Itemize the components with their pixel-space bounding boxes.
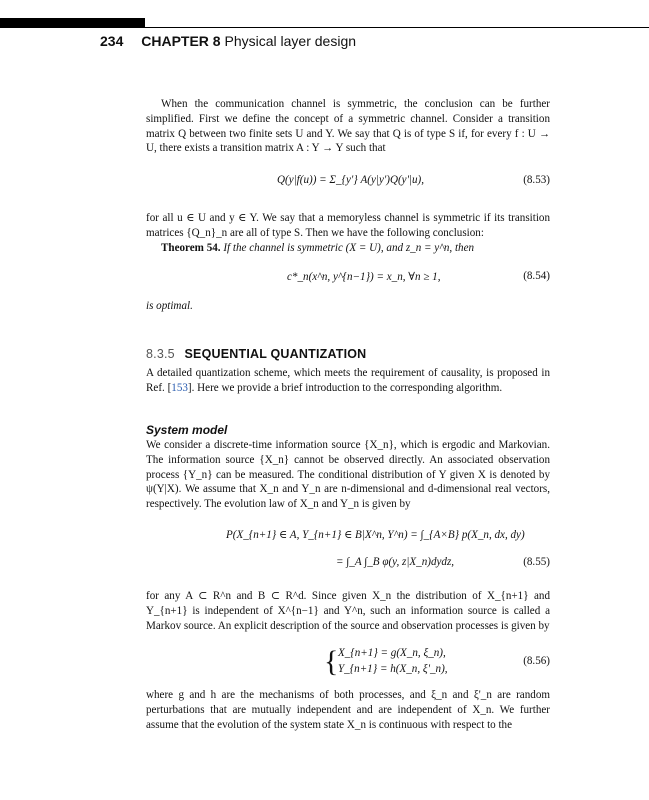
equation-8-55-line-1: P(X_{n+1} ∈ A, Y_{n+1} ∈ B|X^n, Y^n) = ∫_{A×B} p(X_n, dx, dy): [226, 529, 525, 541]
chapter-title: Physical layer design: [224, 33, 357, 49]
page-number: 234: [100, 33, 124, 49]
section-title: SEQUENTIAL QUANTIZATION: [184, 347, 367, 361]
section-heading: [146, 347, 366, 361]
header-bar: [0, 18, 145, 28]
theorem-statement: If the channel is symmetric (X = U), and z_n = y^n, then: [223, 242, 475, 254]
equation-8-56: [146, 647, 550, 681]
equation-8-56-number: (8.56): [523, 655, 550, 667]
theorem-54: [146, 241, 550, 256]
chapter-label: CHAPTER 8: [141, 33, 221, 49]
running-head: [100, 33, 356, 49]
equation-8-54-number: (8.54): [523, 270, 550, 282]
equation-8-55-number: (8.55): [523, 556, 550, 568]
paragraph-symmetric-channel: When the communication channel is symmetric, the conclusion can be further simplified. First we define the concept of a symmetric channel. Consider a transition matrix Q between two finite sets U and Y. We say that Q is of type S if, for every f : U → U, there exists a transition matrix A : Y → Y such that: [146, 98, 550, 155]
equation-8-55-line-2: = ∫_A ∫_B φ(y, z|X_n)dydz,: [336, 556, 455, 568]
equation-8-56-line-2: Y_{n+1} = h(X_n, ξ'_n),: [338, 663, 448, 675]
equation-8-54-expr: c*_n(x^n, y^{n−1}) = x_n, ∀n ≥ 1,: [287, 271, 441, 283]
reference-link[interactable]: 153: [171, 381, 188, 394]
equation-8-53: [146, 174, 550, 190]
paragraph-mechanisms: where g and h are the mechanisms of both processes, and ξ_n and ξ'_n are random perturbations that are mutually independent and are independent of X_n. We further assume that the evolution of the system state X_n is continuous with respect to the: [146, 689, 550, 731]
paragraph-memoryless-channel: for all u ∈ U and y ∈ Y. We say that a memoryless channel is symmetric if its transition matrices {Q_n}_n are all of type S. Then we have the following conclusion:: [146, 212, 550, 239]
paragraph-system-model: We consider a discrete-time information source {X_n}, which is ergodic and Markovian. The information source {X_n} cannot be observed directly. An associated observation process {Y_n} can be measured. The conditional distribution of Y given X is denoted by ψ(Y|X). We assume that X_n and Y_n are n-dimensional and d-dimensional real vectors, respectively. The evolution law of X_n and Y_n is given by: [146, 439, 550, 511]
section-number: 8.3.5: [146, 347, 175, 361]
equation-8-56-line-1: X_{n+1} = g(X_n, ξ_n),: [338, 647, 446, 659]
theorem-label: Theorem 54.: [161, 242, 221, 254]
paragraph-quantization-scheme: [146, 366, 550, 396]
paragraph-3-text-a: A detailed quantization scheme, which meets the requirement of causality, is proposed in Ref. [: [146, 367, 550, 394]
equation-8-55: [146, 528, 550, 584]
equation-8-53-number: (8.53): [523, 174, 550, 186]
equation-8-54: [146, 270, 550, 286]
header-rule: [145, 27, 649, 28]
paragraph-markov-source: for any A ⊂ R^n and B ⊂ R^d. Since given X_n the distribution of X_{n+1} and Y_{n+1} is independent of X^{n−1} and Y^n, such an information source is called a Markov source. An explicit description of the source and observation processes is given by: [146, 590, 550, 632]
equation-8-53-expr: Q(y|f(u)) = Σ_{y'} A(y|y')Q(y'|u),: [277, 174, 425, 186]
paragraph-3-text-b: ]. Here we provide a brief introduction to the corresponding algorithm.: [187, 381, 503, 394]
left-brace: {: [324, 645, 339, 678]
subsection-title: System model: [146, 423, 228, 437]
theorem-conclusion: is optimal.: [146, 300, 193, 312]
